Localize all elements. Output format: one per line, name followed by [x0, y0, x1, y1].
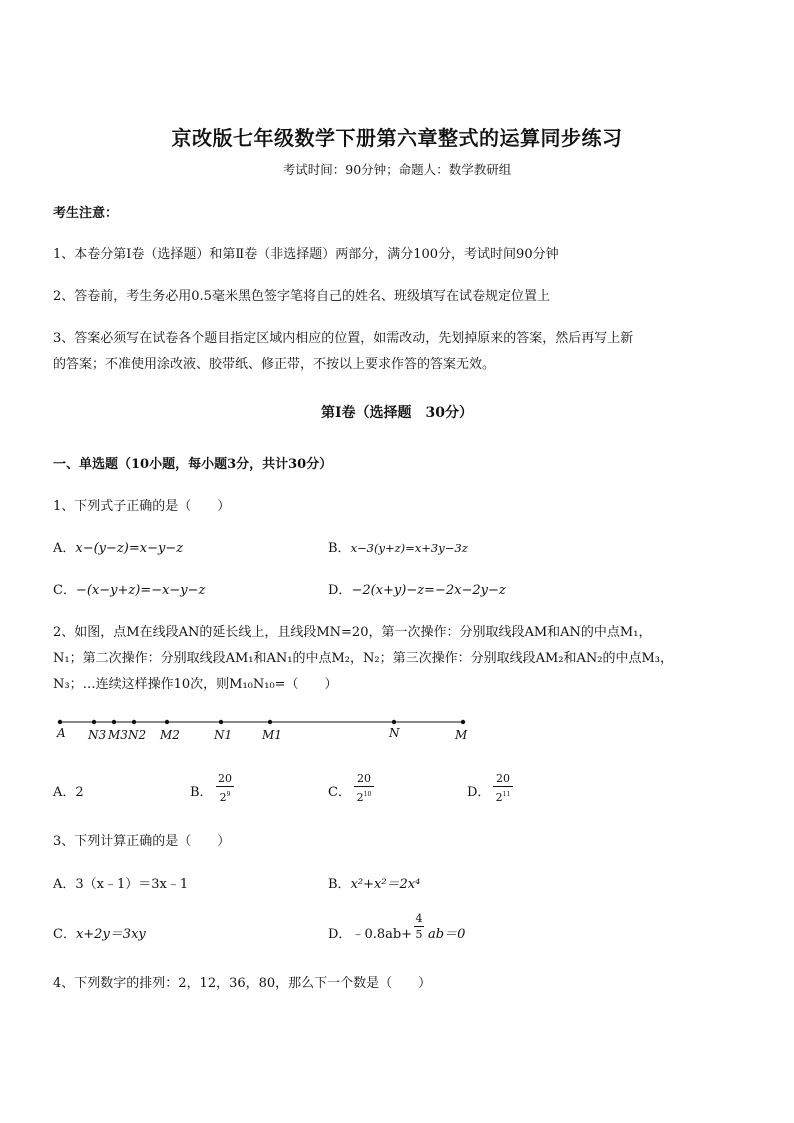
q1-option-d[interactable]: D．−2(x+y)−z=−2x−2y−z [328, 583, 506, 598]
point-m1 [268, 720, 272, 724]
notice-item-3-cont: 的答案；不准使用涂改液、胶带纸、修正带，不按以上要求作答的答案无效。 [53, 357, 496, 372]
q3-option-d[interactable]: D．﹣0.8ab+ [328, 927, 413, 942]
notice-heading: 考生注意： [53, 206, 119, 221]
label-n2: N2 [128, 728, 147, 742]
question-4-stem: 4、下列数字的排列：2，12，36，80，那么下一个数是（ ） [53, 976, 432, 991]
point-n3 [92, 720, 96, 724]
point-m3 [112, 720, 116, 724]
q3-option-a[interactable]: A．3（x﹣1）＝3x﹣1 [53, 877, 189, 892]
point-a [58, 720, 62, 724]
q2-option-b-fraction: 20 $2^9$ [218, 772, 232, 804]
notice-item-3: 3、答案必须写在试卷各个题目指定区域内相应的位置，如需改动，先划掉原来的答案，然后再写上新 [53, 331, 634, 346]
q2-option-b-label[interactable]: B． [190, 785, 213, 800]
question-3-stem: 3、下列计算正确的是（ ） [53, 834, 231, 849]
q2-option-d-fraction: 20 $2^{11}$ [493, 772, 513, 804]
q3-option-d-fraction: 4 5 [415, 912, 423, 941]
label-n: N [389, 726, 400, 740]
label-n3: N3 [88, 728, 107, 742]
q2-option-c-fraction: 20 $2^{10}$ [354, 772, 374, 804]
notice-item-2: 2、答卷前，考生务必用0.5毫米黑色签字笔将自己的姓名、班级填写在试卷规定位置上 [53, 289, 550, 304]
label-m3: M3 [108, 728, 128, 742]
label-a: A [57, 726, 66, 740]
q2-option-a[interactable]: A．2 [53, 785, 84, 800]
point-n2 [132, 720, 136, 724]
q2-option-c-label[interactable]: C． [328, 785, 351, 800]
segment-diagram [50, 710, 480, 750]
page-title: 京改版七年级数学下册第六章整式的运算同步练习 [171, 126, 623, 150]
label-m: M [455, 728, 468, 742]
label-m1: M1 [262, 728, 282, 742]
label-m2: M2 [160, 728, 180, 742]
question-2-line-3: N₃；…连续这样操作10次，则M₁₀N₁₀=（ ） [53, 677, 338, 692]
question-2-line-1: 2、如图，点M在线段AN的延长线上，且线段MN=20，第一次操作：分别取线段AM和AN的中点M₁， [53, 625, 652, 640]
point-n [392, 720, 396, 724]
question-2-line-2: N₁；第二次操作：分别取线段AM₁和AN₁的中点M₂，N₂；第三次操作：分别取线段AM₂和AN₂的中点M₃， [53, 651, 673, 666]
question-1-stem: 1、下列式子正确的是（ ） [53, 499, 231, 514]
notice-item-1: 1、本卷分第Ⅰ卷（选择题）和第Ⅱ卷（非选择题）两部分，满分100分，考试时间90分钟 [53, 247, 559, 262]
point-m [461, 720, 465, 724]
q1-option-a[interactable]: A．x−(y−z)=x−y−z [53, 541, 184, 556]
point-n1 [219, 720, 223, 724]
q3-option-d-tail: ab＝0 [428, 927, 466, 942]
q2-option-d-label[interactable]: D． [467, 785, 491, 800]
section-heading: 一、单选题（10小题，每小题3分，共计30分） [53, 457, 333, 472]
label-n1: N1 [214, 728, 233, 742]
q1-option-b[interactable]: B．x−3(y+z)=x+3y−3z [328, 541, 468, 556]
q3-option-c[interactable]: C．x+2y＝3xy [53, 927, 146, 942]
point-m2 [165, 720, 169, 724]
q3-option-b[interactable]: B．x²+x²＝2x⁴ [328, 877, 421, 892]
exam-info: 考试时间：90分钟；命题人：数学教研组 [282, 162, 512, 177]
part-heading: 第Ⅰ卷（选择题 30分） [320, 405, 474, 421]
q1-option-c[interactable]: C．−(x−y+z)=−x−y−z [53, 583, 206, 598]
